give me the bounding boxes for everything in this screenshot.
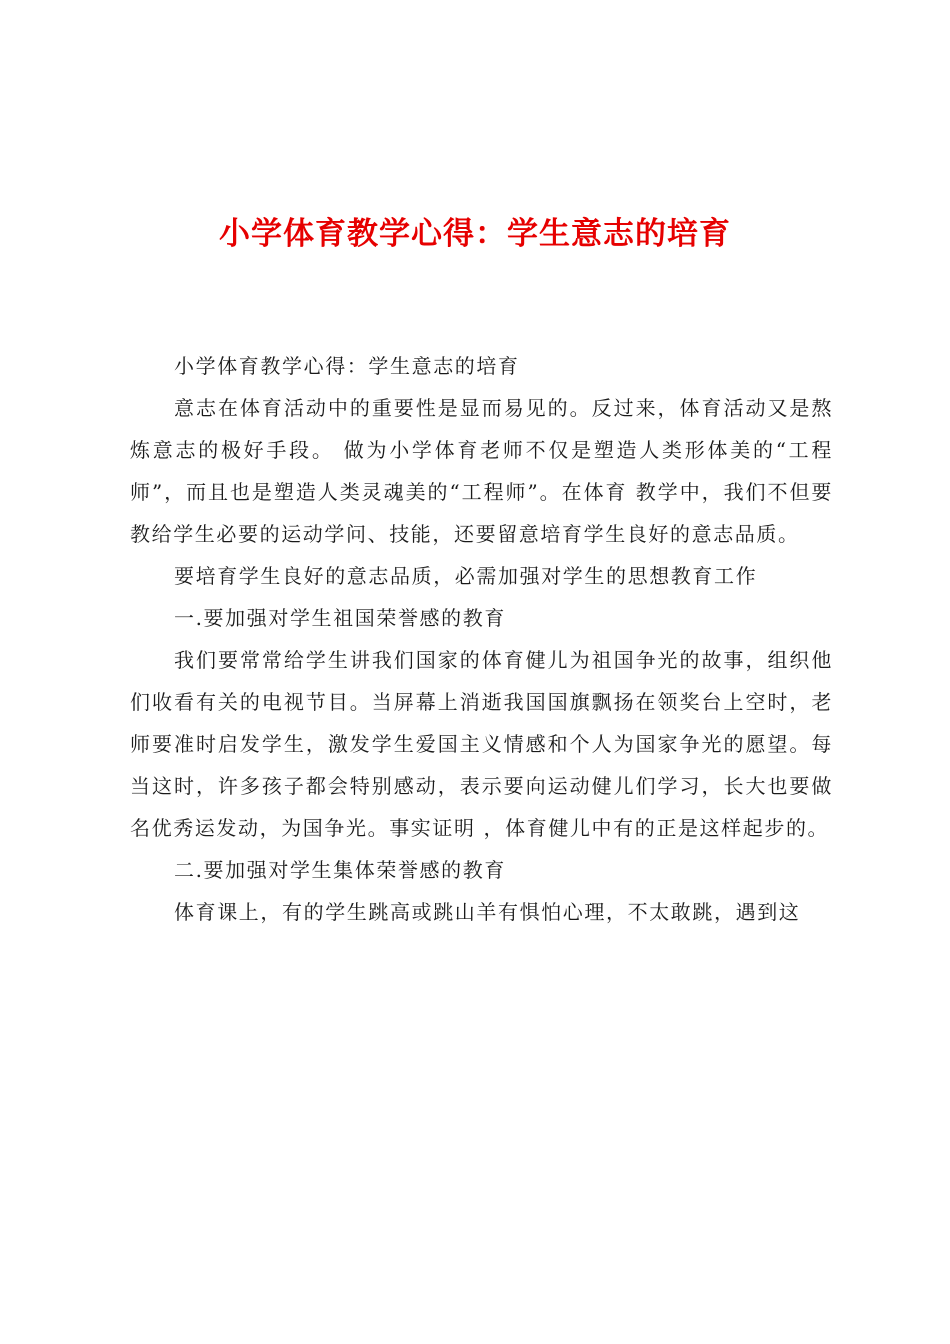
paragraph-thesis: 要培育学生良好的意志品质，必需加强对学生的思想教育工作 <box>174 564 758 588</box>
section-heading-2: 二.要加强对学生集体荣誉感的教育 <box>174 858 506 882</box>
document-body <box>130 345 833 933</box>
paragraph-section-1: 我们要常常给学生讲我们国家的体育健儿为祖国争光的故事，组织他们收看有关的电视节目。当屏幕上消逝我国国旗飘扬在领奖台上空时，老师要准时启发学生，激发学生爱国主义情感和个人为国家争光的愿望。每当这时，许多孩子都会特别感动，表示要向运动健儿们学习，长大也要做名优秀运发动，为国争光。事实证明 ，体育健儿中有的正是这样起步的。 <box>130 648 833 840</box>
paragraph-section-2: 体育课上，有的学生跳高或跳山羊有惧怕心理，不太敢跳，遇到这 <box>174 900 801 924</box>
section-heading-1: 一.要加强对学生祖国荣誉感的教育 <box>174 606 506 630</box>
paragraph-intro: 意志在体育活动中的重要性是显而易见的。反过来，体育活动又是熬炼意志的极好手段。 做为小学体育老师不仅是塑造人类形体美的“工程师”，而且也是塑造人类灵魂美的“工程师”。在体育 教学中，我们不但要教给学生必要的运动学问、技能，还要留意培育学生良好的意志品质。 <box>130 396 833 546</box>
document-title: 小学体育教学心得：学生意志的培育 <box>219 216 731 252</box>
paragraph-subtitle: 小学体育教学心得：学生意志的培育 <box>174 354 520 378</box>
